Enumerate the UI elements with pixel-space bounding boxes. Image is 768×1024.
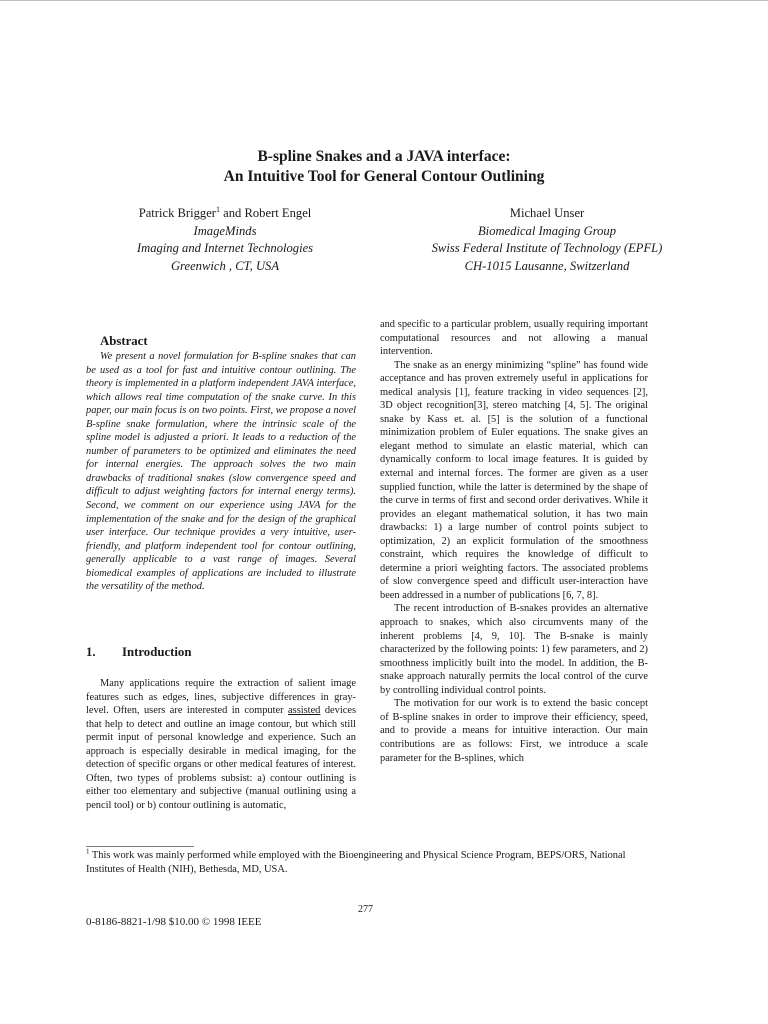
right-paragraph-4: The motivation for our work is to extend the basic concept of B-spline snakes in order to improve their efficiency, speed, and to provide a means for intuitive interaction. Our main contributions are as follows: First, we introduce a scale parameter for the B-splines, which [380,698,648,764]
introduction-body [86,677,356,812]
introduction-paragraph [86,677,356,812]
abstract-text: We present a novel formulation for B-spline snakes that can be used as a tool for fast and intuitive contour outlining. The theory is implemented in a platform independent JAVA interface, which allows real time computation of the snake curve. In this paper, our main focus is on two points. First, we propose a novel B-spline snake formulation, where the intrinsic scale of the spline model is adjusted a priori. It leads to a reduction of the number of parameters to be optimized and eliminates the need for internal energies. The approach solves the two main drawbacks of traditional snakes (slow convergence speed and difficult to adjust weighting factors for internal energy terms). Second, we comment on our experience using JAVA for the implementation of the snake and for the design of the graphical user interface. Our technique provides a very intuitive, user-friendly, and platform independent tool for contour outlining, generally applicable to a vast range of images. Several biomedical examples of applications are included to illustrate the versatility of the method. [86,351,356,593]
intro-text-part-1: Many applications require the extraction of salient image features such as edges, lines, subjective differences in gray-level. Often, users are interested in computer [86,678,356,717]
right-paragraph-3: The recent introduction of B-snakes provides an alternative approach to snakes, which also circumvents many of the inherent problems [4, 9, 10]. The B-snake is mainly characterized by the following points: 1) few parameters, and 2) smoothness implicitly built into the model. In addition, the B-snake approach naturally permits the local control of the curve by controlling individual control points. [380,603,648,696]
author-name-2: and Robert Engel [220,206,312,220]
copyright-line: 0-8186-8821-1/98 $10.00 © 1998 IEEE [86,916,262,928]
author-name-3: Michael Unser [509,206,585,220]
top-border [0,0,768,1]
affiliation-location-right: CH-1015 Lausanne, Switzerland [464,258,630,273]
affiliation-institute: Swiss Federal Institute of Technology (EPFL) [431,241,663,255]
footnote-text: This work was mainly performed while employed with the Bioengineering and Physical Science Program, BEPS/ORS, National Institutes of Health (NIH), Bethesda, MD, USA. [86,850,626,875]
affiliation-location-left: Greenwich , CT, USA [170,258,280,273]
abstract-heading: Abstract [100,334,148,348]
section-number: 1. [86,645,96,659]
footnote-divider [86,846,194,847]
section-heading-introduction [86,645,191,660]
affiliation-group: Biomedical Imaging Group [477,223,617,238]
author-names-left [100,205,350,223]
title-line-2: An Intuitive Tool for General Contour Outlining [223,168,545,185]
affiliation-dept: Imaging and Internet Technologies [136,241,314,255]
intro-text-part-2: devices that help to detect and outline an image contour, but which still permit input of personal knowledge and experience. Such an approach is especially desirable in medical imaging, for the detection of specific organs or other medical features of interest. Often, two types of problems subsist: a) contour outlining is either too elementary and subjective (manual outlining using a pencil tool) or b) contour outlining is automatic, [86,705,356,811]
footnote [86,849,651,877]
author-block-left [100,205,350,275]
right-paragraph-2: The snake as an energy minimizing “spline” has found wide acceptance and has proven extremely useful in applications for medical analysis [1], feature tracking in video sequences [2], 3D object recognition[3], stereo matching [4, 5]. The original snake by Kass et. al. [5] is the solution of a functional minimization problem of Euler equations. The snake gives an elegant method to simulate an elastic material, which can dynamically conform to local image features. It is guided by external and internal forces. The former are given as a user supplied function, while the latter is determined by the shape of the curve in terms of first and second order derivatives. While it provides an elegant mathematical solution, it has two main drawbacks: 1) a large number of control points subject to optimization, 2) an explicit formulation of the smoothness constraint, which requires the knowledge of difficult to determine a priori weighting factors. The associated problems of slow convergence speed and difficult user-interaction have been addressed in a number of publications [6, 7, 8]. [380,359,648,601]
abstract-body [86,350,356,594]
page-number: 277 [358,904,373,915]
right-column [380,318,648,765]
intro-underlined-word: assisted [288,705,321,717]
author-name-1: Patrick Brigger [138,206,216,220]
affiliation-org: ImageMinds [193,223,257,238]
title-line-1: B-spline Snakes and a JAVA interface: [257,148,511,165]
footnote-mark: 1 [86,847,90,856]
right-paragraph-1: and specific to a particular problem, usually requiring important computational resources and not allowing a manual intervention. [380,319,648,358]
paper-title [60,147,708,187]
author-block-right [382,205,712,275]
author-footnote-mark: 1 [216,204,220,214]
section-title: Introduction [122,645,192,659]
